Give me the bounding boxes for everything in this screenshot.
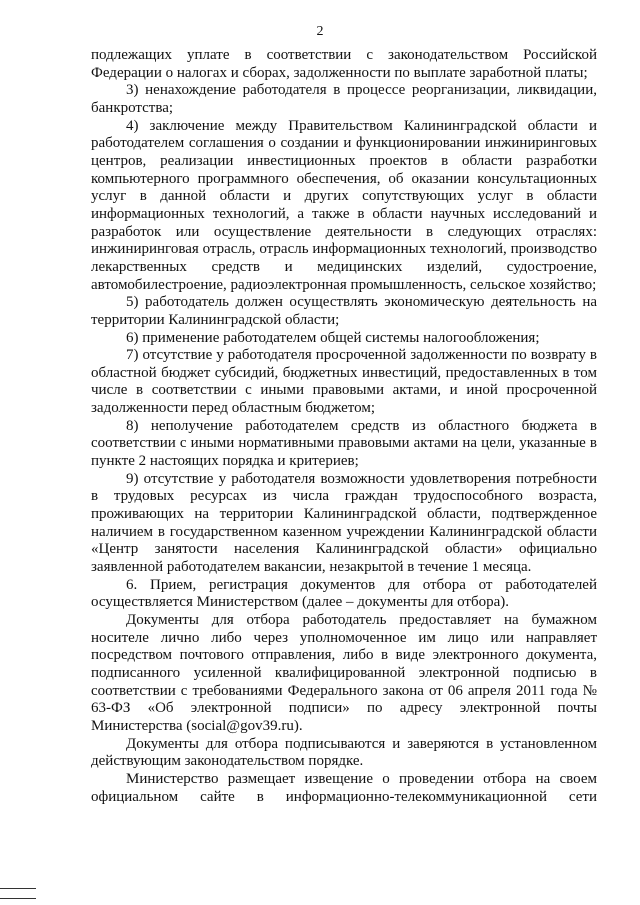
paragraph-item-8: 8) неполучение работодателем средств из областного бюджета в соответствии с иными нормативными правовыми актами на цели, указанные в пункте 2 настоящих порядка и критериев; — [91, 417, 597, 470]
paragraph-item-3: 3) ненахождение работодателя в процессе реорганизации, ликвидации, банкротства; — [91, 82, 597, 116]
paragraph-submission-methods: Документы для отбора работодатель предоставляет на бумажном носителе лично либо через уполномоченное им лицо или направляет посредством почтового отправления, либо в виде электронного документа, подписанного усиленной квалифицированной электронной подписью в соответствии с требованиями Федерального закона от 06 апреля 2011 года № 63-ФЗ «Об электронной подписи» по адресу электронной почты Министерства (social@gov39.ru). — [91, 612, 597, 734]
paragraph-item-7: 7) отсутствие у работодателя просроченной задолженности по возврату в областной бюджет субсидий, бюджетных инвестиций, предоставленных в том числе в соответствии с иными правовыми актами, и иной просроченной задолженности перед областным бюджетом; — [91, 347, 597, 417]
paragraph-notice: Министерство размещает извещение о проведении отбора на своем официальном сайте в информационно-телекоммуникационной сети — [91, 770, 597, 805]
paragraph-section-6: 6. Прием, регистрация документов для отбора от работодателей осуществляется Министерством (далее – документы для отбора). — [91, 576, 597, 611]
document-body — [91, 47, 597, 806]
paragraph-signing: Документы для отбора подписываются и заверяются в установленном действующим законодательством порядке. — [91, 735, 597, 770]
paragraph-item-4: 4) заключение между Правительством Калининградской области и работодателем соглашения о создании и функционировании инжиниринговых центров, реализации инвестиционных проектов в области разработки компьютерного программного обеспечения, об оказании консультационных услуг в данной области и других сопутствующих услуг в области информационных технологий, а также в области научных исследований и разработок или осуществление деятельности в следующих отраслях: инжиниринговая отрасль, отрасль информационных технологий, производство лекарственных средств и медицинских изделий, судостроение, автомобилестроение, радиоэлектронная промышленность, сельское хозяйство; — [91, 117, 597, 293]
footer-rule — [0, 898, 36, 899]
page-number: 2 — [316, 24, 324, 39]
paragraph-item-6: 6) применение работодателем общей системы налогообложения; — [126, 329, 540, 346]
paragraph-item-5: 5) работодатель должен осуществлять экономическую деятельность на территории Калининградской области; — [91, 294, 597, 328]
paragraph-continuation: подлежащих уплате в соответствии с законодательством Российской Федерации о налогах и сборах, задолженности по выплате заработной платы; — [91, 47, 597, 81]
footer-rule — [0, 888, 36, 889]
paragraph-item-9: 9) отсутствие у работодателя возможности удовлетворения потребности в трудовых ресурсах из числа граждан трудоспособного возраста, проживающих на территории Калининградской области, подтвержденное наличием в государственном казенном учреждении Калининградской области «Центр занятости населения Калининградской области» официально заявленной работодателем вакансии, незакрытой в течение 1 месяца. — [91, 470, 597, 576]
